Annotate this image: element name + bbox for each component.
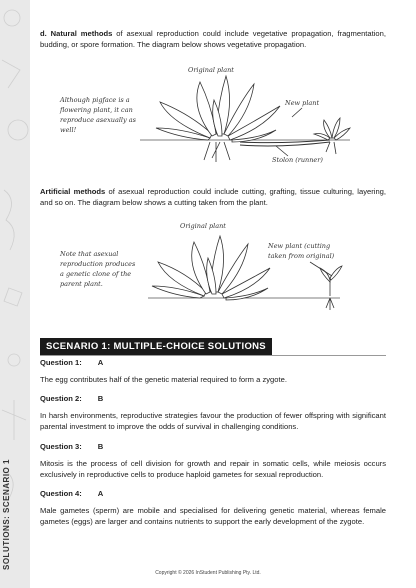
- artificial-methods-paragraph: [40, 186, 386, 208]
- pigface-note-line: flowering plant, it can: [60, 106, 133, 114]
- cutting-diagram: [40, 216, 386, 316]
- question-header: [40, 358, 386, 367]
- question-answer: A: [97, 489, 104, 498]
- section-rule: [40, 355, 386, 356]
- vegetative-propagation-diagram: [40, 62, 386, 182]
- question-answer: A: [97, 358, 104, 367]
- question-block: [40, 394, 386, 432]
- original-plant-label: Original plant: [180, 222, 226, 230]
- clone-note-line: parent plant.: [60, 280, 103, 288]
- original-plant-label: Original plant: [188, 66, 234, 74]
- cutting-label-line: taken from original): [268, 252, 335, 260]
- question-explanation: In harsh environments, reproductive strategies favour the production of fewer offspring with significant parental investment to improve the odds of survival in challenging conditions.: [40, 411, 386, 431]
- new-plant-label: New plant: [285, 99, 320, 107]
- artificial-methods-term: Artificial methods: [40, 187, 106, 196]
- original-plant-drawing: [140, 76, 350, 162]
- question-explanation: The egg contributes half of the genetic material required to form a zygote.: [40, 375, 287, 384]
- question-block: [40, 489, 386, 527]
- question-block: [40, 442, 386, 480]
- natural-methods-term: Natural methods: [50, 29, 113, 38]
- sidebar-section-label: SOLUTIONS: SCENARIO 1: [2, 459, 11, 570]
- question-answer: B: [97, 394, 104, 403]
- stolon-label: Stolon (runner): [272, 156, 323, 164]
- pigface-note-line: well!: [60, 126, 77, 134]
- question-label: Question 1:: [40, 358, 82, 367]
- pigface-note-line: reproduce asexually as: [60, 116, 136, 124]
- question-header: [40, 442, 386, 451]
- side-tab: [0, 0, 30, 588]
- part-d-marker: d.: [40, 29, 47, 38]
- section-title: SCENARIO 1: MULTIPLE-CHOICE SOLUTIONS: [40, 338, 272, 355]
- question-answer: B: [97, 442, 104, 451]
- section-heading: [40, 336, 386, 356]
- pigface-note-line: Although pigface is a: [60, 96, 130, 104]
- question-label: Question 2:: [40, 394, 82, 403]
- question-header: [40, 489, 386, 498]
- clone-note-line: a genetic clone of the: [60, 270, 132, 278]
- question-label: Question 4:: [40, 489, 82, 498]
- question-explanation: Male gametes (sperm) are mobile and specialised for delivering genetic material, whereas female gametes (eggs) are larger and contains nutrients to support the early development of the zygote.: [40, 506, 386, 526]
- question-label: Question 3:: [40, 442, 82, 451]
- question-header: [40, 394, 386, 403]
- question-block: [40, 358, 386, 385]
- part-d-paragraph: [40, 28, 386, 50]
- question-explanation: Mitosis is the process of cell division for growth and repair in somatic cells, while meiosis occurs exclusively in reproductive cells to produce haploid gametes for sexual reproduction.: [40, 459, 386, 479]
- artificial-text: of asexual reproduction could include cutting, grafting, tissue culturing, layering, and so on. The diagram below shows a cutting taken from the plant.: [40, 187, 386, 207]
- part-d-text: of asexual reproduction could include vegetative propagation, fragmentation, budding, or spore formation. The diagram below shows vegetative propagation.: [40, 29, 386, 49]
- clone-note-line: reproduction produces: [60, 260, 136, 268]
- cutting-label-line: New plant (cutting: [268, 242, 331, 250]
- clone-note-line: Note that asexual: [60, 250, 119, 258]
- copyright-footer: Copyright © 2026 InStudent Publishing Pty. Ltd.: [155, 570, 261, 576]
